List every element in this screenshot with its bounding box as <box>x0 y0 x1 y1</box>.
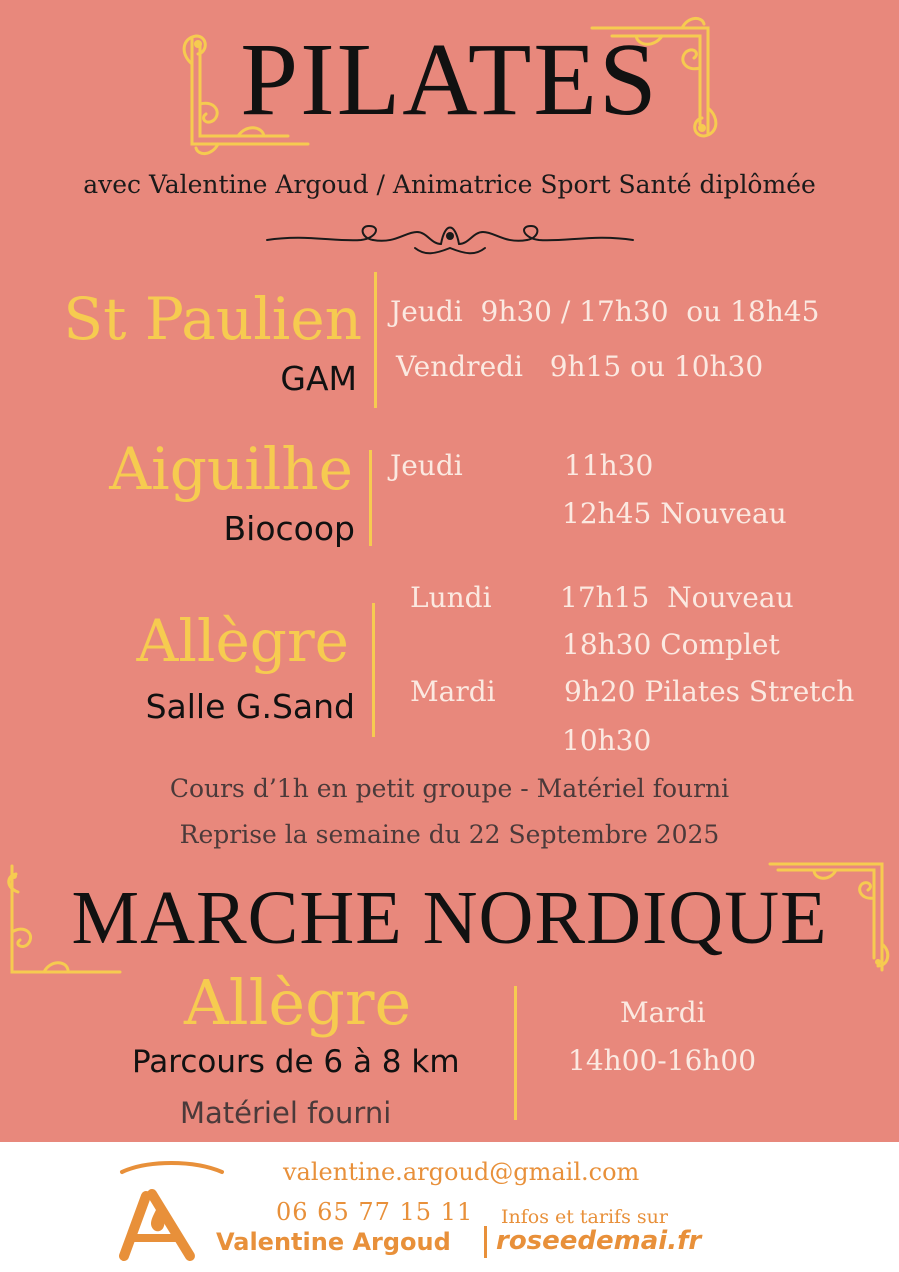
schedule-line: Vendredi 9h15 ou 10h30 <box>396 350 764 383</box>
location-city-aiguilhe: Aiguilhe <box>109 435 353 503</box>
marche-day: Mardi <box>620 996 706 1029</box>
footer-infos: Infos et tarifs sur <box>501 1206 668 1228</box>
divider-line <box>369 450 372 546</box>
schedule-time: 10h30 <box>562 724 652 757</box>
marche-time: 14h00-16h00 <box>568 1044 757 1077</box>
location-venue-biocoop: Biocoop <box>223 509 355 548</box>
location-city-st-paulien: St Paulien <box>63 285 362 353</box>
schedule-time: 11h30 <box>564 449 654 482</box>
schedule-line: Jeudi 9h30 / 17h30 ou 18h45 <box>390 295 820 328</box>
schedule-day: Lundi <box>410 581 492 614</box>
divider-line <box>514 986 517 1120</box>
page-subtitle: avec Valentine Argoud / Animatrice Sport Santé diplômée <box>83 170 816 199</box>
marche-equipment: Matériel fourni <box>180 1096 392 1130</box>
schedule-time: 18h30 Complet <box>562 628 780 661</box>
divider-line <box>372 603 375 737</box>
footer-phone[interactable]: 06 65 77 15 11 <box>276 1198 474 1226</box>
section-title-marche-nordique: MARCHE NORDIQUE <box>71 876 828 960</box>
info-line-course: Cours d’1h en petit groupe - Matériel fourni <box>169 774 730 803</box>
schedule-day: Jeudi <box>390 449 463 482</box>
footer-separator <box>484 1226 487 1258</box>
schedule-day: Mardi <box>410 675 496 708</box>
location-city-allegre: Allègre <box>136 607 349 675</box>
brand-logo-icon <box>118 1160 224 1264</box>
footer-website-link[interactable]: roseedemai.fr <box>496 1226 702 1256</box>
footer-email[interactable]: valentine.argoud@gmail.com <box>283 1158 640 1186</box>
marche-route: Parcours de 6 à 8 km <box>132 1044 460 1080</box>
schedule-time: 17h15 Nouveau <box>560 581 794 614</box>
marche-city-allegre: Allègre <box>184 966 412 1039</box>
footer-brand-name: Valentine Argoud <box>216 1228 451 1256</box>
flourish-divider-icon <box>265 218 635 258</box>
schedule-time: 9h20 Pilates Stretch <box>564 675 855 708</box>
divider-line <box>374 272 377 408</box>
location-venue-gam: GAM <box>280 359 357 398</box>
schedule-time: 12h45 Nouveau <box>562 497 787 530</box>
page-title: PILATES <box>240 22 659 137</box>
info-line-reprise: Reprise la semaine du 22 Septembre 2025 <box>179 820 720 849</box>
location-venue-salle-gsand: Salle G.Sand <box>145 687 355 726</box>
